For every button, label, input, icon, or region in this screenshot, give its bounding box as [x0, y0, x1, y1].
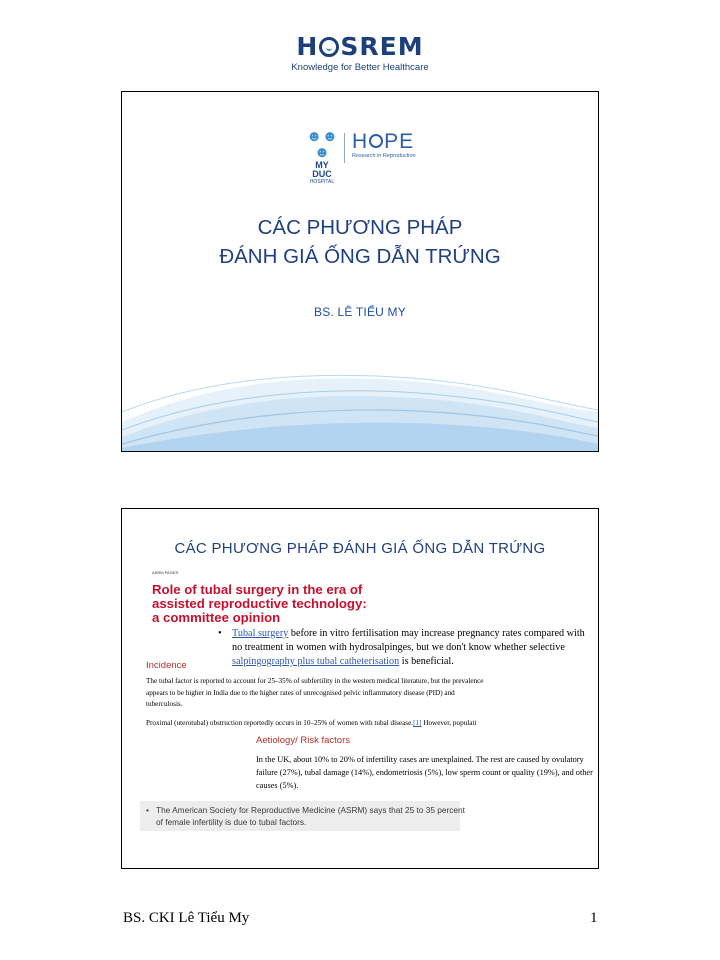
- page-number: 1: [590, 910, 598, 926]
- bullet-text-part2: is beneficial.: [399, 656, 454, 667]
- people-icon: ☻☻☻: [306, 128, 338, 161]
- slide1-title-line2: ĐÁNH GIÁ ỐNG DẪN TRỨNG: [219, 245, 501, 268]
- logo-tagline: Knowledge for Better Healthcare: [291, 62, 429, 73]
- logo-text-start: H: [296, 32, 319, 61]
- hosrem-logo: [0, 32, 720, 73]
- slide2-title: CÁC PHƯƠNG PHÁP ĐÁNH GIÁ ỐNG DẪN TRỨNG: [174, 540, 546, 557]
- footer-author: BS. CKI Lê Tiểu My: [123, 910, 250, 926]
- aetiology-heading: Aetiology/ Risk factors: [256, 735, 350, 746]
- tubal-surgery-link[interactable]: Tubal surgery: [232, 628, 289, 639]
- incidence-p2-cut: However, populati: [421, 719, 477, 727]
- hospital-text: HOSPITAL: [309, 179, 335, 185]
- slide1-title-line1: CÁC PHƯƠNG PHÁP: [257, 216, 463, 239]
- logo-text-end: SREM: [340, 32, 424, 61]
- slide1-logos: [122, 128, 598, 185]
- slide1-title: [122, 213, 598, 271]
- my-duc-text: MY DUC: [312, 160, 332, 179]
- logo-o-icon: [319, 37, 339, 57]
- bullet-text: [232, 627, 588, 669]
- slide-1: [121, 91, 599, 452]
- decorative-wave-icon: [122, 352, 598, 452]
- bullet-text-part1: before in vitro fertilisation may increase pregnancy rates compared with no treatment in women with hydrosalpinges, but we don't know whether selective: [232, 628, 585, 653]
- incidence-heading: Incidence: [146, 660, 187, 671]
- aetiology-paragraph: In the UK, about 10% to 20% of infertility cases are unexplained. The rest are caused by ovulatory failure (27%), tubal damage (14%), endometriosis (5%), low sperm count or quality (19%), and other causes (5%).: [256, 755, 593, 790]
- reference-link[interactable]: [1]: [413, 719, 422, 727]
- tubal-surgery-bullet: [218, 627, 588, 669]
- logo-divider: [344, 133, 345, 163]
- paper-title-line3: a committee opinion: [152, 610, 281, 625]
- hope-subtitle: Research in Reproduction: [352, 153, 416, 159]
- asrm-bullet-text: The American Society for Reproductive Medicine (ASRM) says that 25 to 35 percent of female infertility is due to tubal factors.: [156, 805, 465, 827]
- bullet-dot-icon: •: [146, 805, 149, 815]
- salpingography-link[interactable]: salpingography plus tubal catheterisation: [232, 656, 400, 667]
- asrm-bullet: [146, 804, 466, 828]
- paper-title: [152, 583, 412, 625]
- incidence-p2-text: Proximal (uterotubal) obstruction reportedly occurs in 10–25% of women with tubal disease.: [146, 719, 414, 727]
- hope-text-start: H: [352, 130, 369, 153]
- journal-label: ASRM PAGES: [152, 570, 179, 575]
- slide-2: [121, 508, 599, 869]
- hope-o-icon: [369, 134, 383, 148]
- hope-logo: [352, 131, 416, 159]
- paper-title-line2: assisted reproductive technology:: [152, 596, 367, 611]
- incidence-paragraph-1: The tubal factor is reported to account for 25–35% of subfertility in the western medical literature, but the prevalence appears to be higher in India due to the higher rates of unrecognised pelvic inflammatory disease (PID) and tuberculosis.: [146, 677, 484, 709]
- paper-title-line1: Role of tubal surgery in the era of: [152, 583, 363, 597]
- hope-text-end: PE: [384, 130, 415, 153]
- my-duc-hospital-logo: [305, 129, 339, 185]
- slide1-author: BS. LÊ TIỂU MY: [314, 305, 406, 319]
- bullet-dot-icon: •: [218, 628, 222, 639]
